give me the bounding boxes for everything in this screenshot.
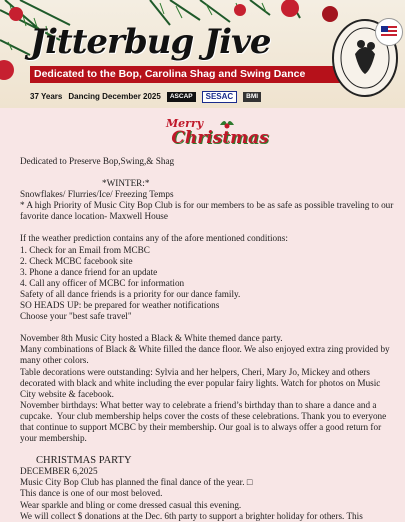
winter-heading: *WINTER:* xyxy=(102,178,150,189)
list-item: 4. Call any officer of MCBC for information xyxy=(20,277,185,288)
safety-line: Safety of all dance friends is a priority for our dance family. xyxy=(20,288,241,299)
safe-travel-line: Choose your "best safe travel" xyxy=(20,311,132,322)
ascap-logo: ASCAP xyxy=(167,92,196,102)
winter-conditions: Snowflakes/ Flurries/Ice/ Freezing Temps xyxy=(20,189,174,200)
birthdays-paragraph: November birthdays: What better way to celebrate a friend’s birthday than to share a dance and a cupcake. Your club membership helps cover the costs of these celebrations. Thank you to everyone that continue to support MCBC by their membership. Our goal is to always offer a good return for your membership. xyxy=(20,399,389,444)
heads-up-line: SO HEADS UP: be prepared for weather notifications xyxy=(20,300,220,311)
bmi-logo: BMI xyxy=(243,92,261,102)
list-item: 3. Phone a dance friend for an update xyxy=(20,266,158,277)
years-label: 37 Years xyxy=(30,92,63,101)
safety-priority-paragraph: * A high Priority of Music City Bop Club is for our members to be as safe as possible traveling to our favorite dance location- Maxwell House xyxy=(20,200,396,222)
issue-label: Dancing December 2025 xyxy=(68,92,161,101)
november-party-line: November 8th Music City hosted a Black & White themed dance party. xyxy=(20,333,283,344)
newsletter-header xyxy=(0,0,405,108)
merry-text: Merry xyxy=(166,117,204,130)
list-item: 2. Check MCBC facebook site xyxy=(20,255,133,266)
party-line: This dance is one of our most beloved. xyxy=(20,488,163,499)
weather-intro: If the weather prediction contains any of the afore mentioned conditions: xyxy=(20,233,288,244)
ornament-icon xyxy=(9,7,23,21)
newsletter-title: Jitterbug Jive xyxy=(30,22,271,62)
party-line: Music City Bop Club has planned the final dance of the year. □ xyxy=(20,477,253,488)
decorations-paragraph: Table decorations were outstanding: Sylvia and her helpers, Cheri, Mary Jo, Mickey and others decorated with black and white including the ever popular fairy lights. Watch for photos on Music City website & facebook. xyxy=(20,366,383,399)
merry-christmas-banner xyxy=(160,117,280,155)
sesac-logo: SESAC xyxy=(202,91,238,103)
issue-info-strip xyxy=(30,91,261,103)
newsletter-body xyxy=(20,156,395,522)
flag-badge-icon xyxy=(375,18,403,46)
list-item: 1. Check for an Email from MCBC xyxy=(20,244,150,255)
newsletter-subtitle: Dedicated to the Bop, Carolina Shag and Swing Dance xyxy=(30,66,354,83)
dedication-line: Dedicated to Preserve Bop,Swing,& Shag xyxy=(20,156,175,166)
party-line: Wear sparkle and bling or come dressed casual this evening. xyxy=(20,499,242,510)
combinations-paragraph: Many combinations of Black & White filled the dance floor. We also enjoyed extra zing provided by many other colors. xyxy=(20,344,392,366)
party-date: DECEMBER 6,2025 xyxy=(20,466,98,477)
christmas-text: Christmas xyxy=(171,128,269,148)
party-line: We will collect $ donations at the Dec. 6th party to support a brighter holiday for others. This xyxy=(20,510,363,521)
holly-icon xyxy=(218,117,236,131)
christmas-party-heading: CHRISTMAS PARTY xyxy=(36,455,132,467)
